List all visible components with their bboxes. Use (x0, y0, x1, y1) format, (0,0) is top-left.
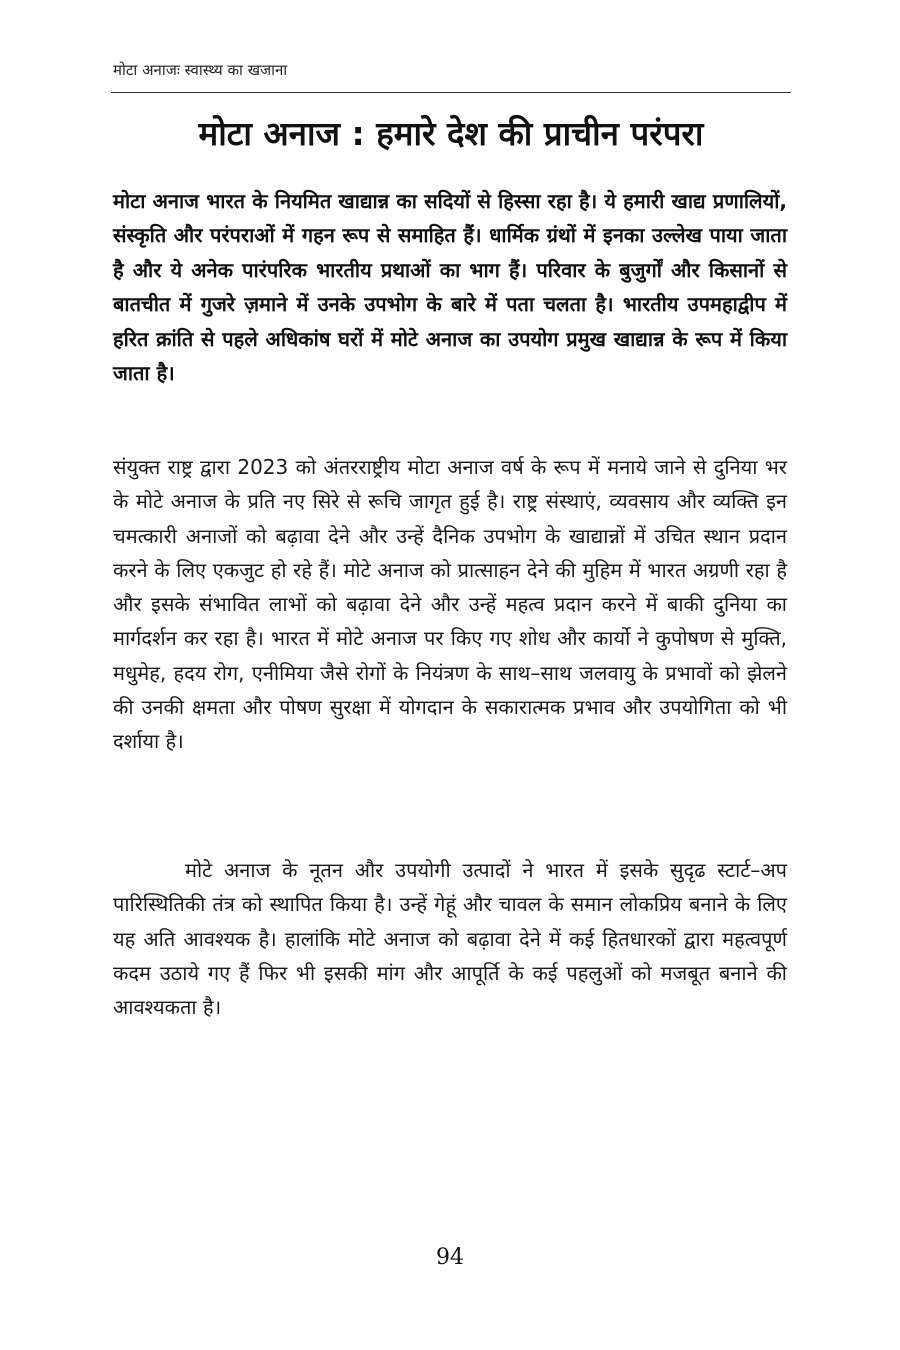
body-paragraph-2: मोटे अनाज के नूतन और उपयोगी उत्पादों ने भारत में इसके सुदृढ स्टार्ट–अप पारिस्थितिकी तंत्र को स्थापित किया है। उन्हें गेहूं और चावल के समान लोकप्रिय बनाने के लिए यह अति आवश्यक है। हालांकि मोटे अनाज को बढ़ावा देने में कई हितधारकों द्वारा महत्वपूर्ण कदम उठाये गए हैं फिर भी इसकी मांग और आपूर्ति के कई पहलुओं को मजबूत बनाने की आवश्यकता है। (113, 858, 787, 1020)
header-divider (111, 92, 791, 93)
lead-paragraph: मोटा अनाज भारत के नियमित खाद्यान्न का सदियों से हिस्सा रहा है। ये हमारी खाद्य प्रणालियों, संस्कृति और परंपराओं में गहन रूप से समाहित हैं। धार्मिक ग्रंथों में इनका उल्लेख पाया जाता है और ये अनेक पारंपरिक भारतीय प्रथाओं का भाग हैं। परिवार के बुजुर्गों और किसानों से बातचीत में गुजरे ज़माने में उनके उपभोग के बारे में पता चलता है। भारतीय उपमहाद्वीप में हरित क्रांति से पहले अधिकांष घरों में मोटे अनाज का उपयोग प्रमुख खाद्यान्न के रूप में किया जाता है। (113, 189, 787, 386)
running-header: मोटा अनाजः स्वास्थ्य का खजाना (113, 61, 288, 79)
body-paragraph-1: संयुक्त राष्ट्र द्वारा 2023 को अंतरराष्ट्रीय मोटा अनाज वर्ष के रूप में मनाये जाने से दुनिया भर के मोटे अनाज के प्रति नए सिरे से रूचि जागृत हुई है। राष्ट्र संस्थाएं, व्यवसाय और व्यक्ति इन चमत्कारी अनाजों को बढ़ावा देने और उन्हें दैनिक उपभोग के खाद्यान्नों में उचित स्थान प्रदान करने के लिए एकजुट हो रहे हैं। मोटे अनाज को प्रात्साहन देने की मुहिम में भारत अग्रणी रहा है और इसके संभावित लाभों को बढ़ावा देने और उन्हें महत्व प्रदान करने में बाकी दुनिया का मार्गदर्शन कर रहा है। भारत में मोटे अनाज पर किए गए शोध और कार्यो ने कुपोषण से मुक्ति, मधुमेह, हदय रोग, एनीमिया जैसे रोगों के नियंत्रण के साथ–साथ जलवायु के प्रभावों को झेलने की उनकी क्षमता और पोषण सुरक्षा में योगदान के सकारात्मक प्रभाव और उपयोगिता को भी दर्शाया है। (113, 455, 787, 754)
article-title: मोटा अनाज : हमारे देश की प्राचीन परंपरा (198, 114, 704, 153)
page-number: 94 (436, 1245, 464, 1270)
